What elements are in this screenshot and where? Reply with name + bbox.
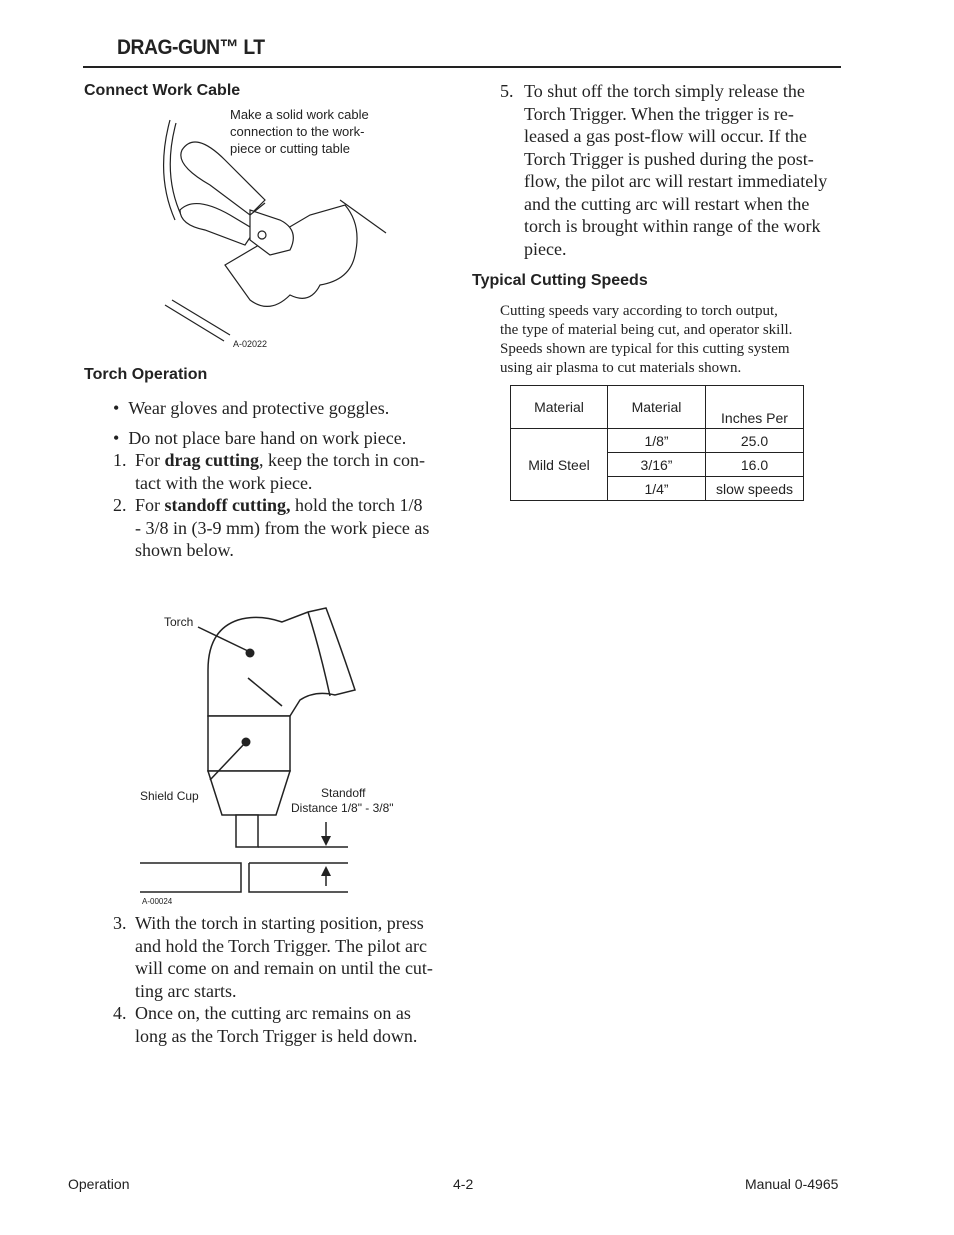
caption-line: piece or cutting table [230,141,350,156]
step-5 [500,80,845,260]
bullet-glyph: • [113,428,120,448]
step-text: and the cutting arc will restart when the [524,193,810,214]
bullet-item [113,427,453,450]
step-1 [113,449,453,494]
step-3 [113,912,458,1002]
step-text: will come on and remain on until the cut- [135,958,433,978]
step-text: Torch Trigger. When the trigger is re- [524,103,794,124]
footer-page-number: 4-2 [453,1176,474,1192]
work-cable-clamp-illustration [150,115,390,355]
step-text: torch is brought within range of the work [524,216,821,236]
thickness-cell: 1/4” [608,477,706,501]
footer-manual-number: Manual 0-4965 [745,1176,839,1192]
step-text: long as the Torch Trigger is held down. [135,1025,418,1046]
step-text: tact with the work piece. [135,472,313,493]
step-text: hold the torch 1/8 [290,495,423,515]
step-text: Torch Trigger is pushed during the post- [524,148,814,169]
step-number: 5. [500,81,514,101]
torch-label: Torch [164,615,194,629]
footer-section: Operation [68,1176,130,1192]
step-text: and hold the Torch Trigger. The pilot arc [135,935,428,956]
step-text: - 3/8 in (3-9 mm) from the work piece as [135,517,430,538]
step-text: ting arc starts. [135,980,237,1001]
speed-cell: slow speeds [706,477,804,501]
caption-line: Make a solid work cable [230,107,369,122]
cutting-speeds-heading: Typical Cutting Speeds [472,272,648,289]
standoff-distance-label: Distance 1/8" - 3/8" [291,801,394,815]
step-emphasis: drag cutting [164,450,260,470]
cutting-speeds-table [510,385,804,501]
step-text: For [135,495,165,515]
table-row [511,429,804,453]
step-text: Once on, the cutting arc remains on as [135,1003,411,1023]
step-2 [113,494,458,562]
step-text: leased a gas post-flow will occur. If the [524,126,807,146]
step-number: 1. [113,450,127,470]
torch-operation-heading: Torch Operation [84,366,208,383]
table-header-cell: Material [608,386,706,429]
standoff-label: Standoff [321,786,366,800]
bullet-item [113,397,453,420]
step-emphasis: standoff cutting, [164,495,291,515]
shield-cup-label: Shield Cup [140,789,199,803]
table-header-cell: Inches Per [706,386,804,429]
table-header-row [511,386,804,429]
table-header-cell: Material [511,386,608,429]
intro-line: Speeds shown are typical for this cutting system [500,341,790,357]
bullet-text: Do not place bare hand on work piece. [128,428,407,448]
thickness-cell: 3/16” [608,453,706,477]
step-text: flow, the pilot arc will restart immediately [524,171,828,191]
speed-cell: 16.0 [706,453,804,477]
intro-line: the type of material being cut, and operator skill. [500,322,793,338]
bullet-text: Wear gloves and protective goggles. [128,398,390,418]
step-number: 2. [113,495,127,515]
speed-cell: 25.0 [706,429,804,453]
figure-id: A-00024 [142,897,173,906]
material-cell: Mild Steel [511,429,608,501]
intro-line: using air plasma to cut materials shown. [500,360,742,376]
intro-line: Cutting speeds vary according to torch output, [500,303,778,319]
bullet-glyph: • [113,398,120,418]
connect-work-cable-heading: Connect Work Cable [84,82,241,99]
step-text: piece. [524,238,567,259]
figure-id: A-02022 [233,339,268,349]
caption-line: connection to the work- [230,124,365,139]
step-number: 3. [113,913,127,933]
step-text: To shut off the torch simply release the [524,81,805,101]
header-rule [83,66,841,68]
step-text: With the torch in starting position, press [135,913,424,933]
page-header-title: DRAG-GUN™ LT [117,36,265,59]
step-text: For [135,450,165,470]
step-number: 4. [113,1003,127,1023]
step-4 [113,1002,458,1047]
thickness-cell: 1/8” [608,429,706,453]
cutting-speeds-intro [500,302,845,378]
step-text: shown below. [135,540,234,560]
torch-standoff-diagram [130,600,420,910]
step-text: , keep the torch in con- [259,450,425,470]
